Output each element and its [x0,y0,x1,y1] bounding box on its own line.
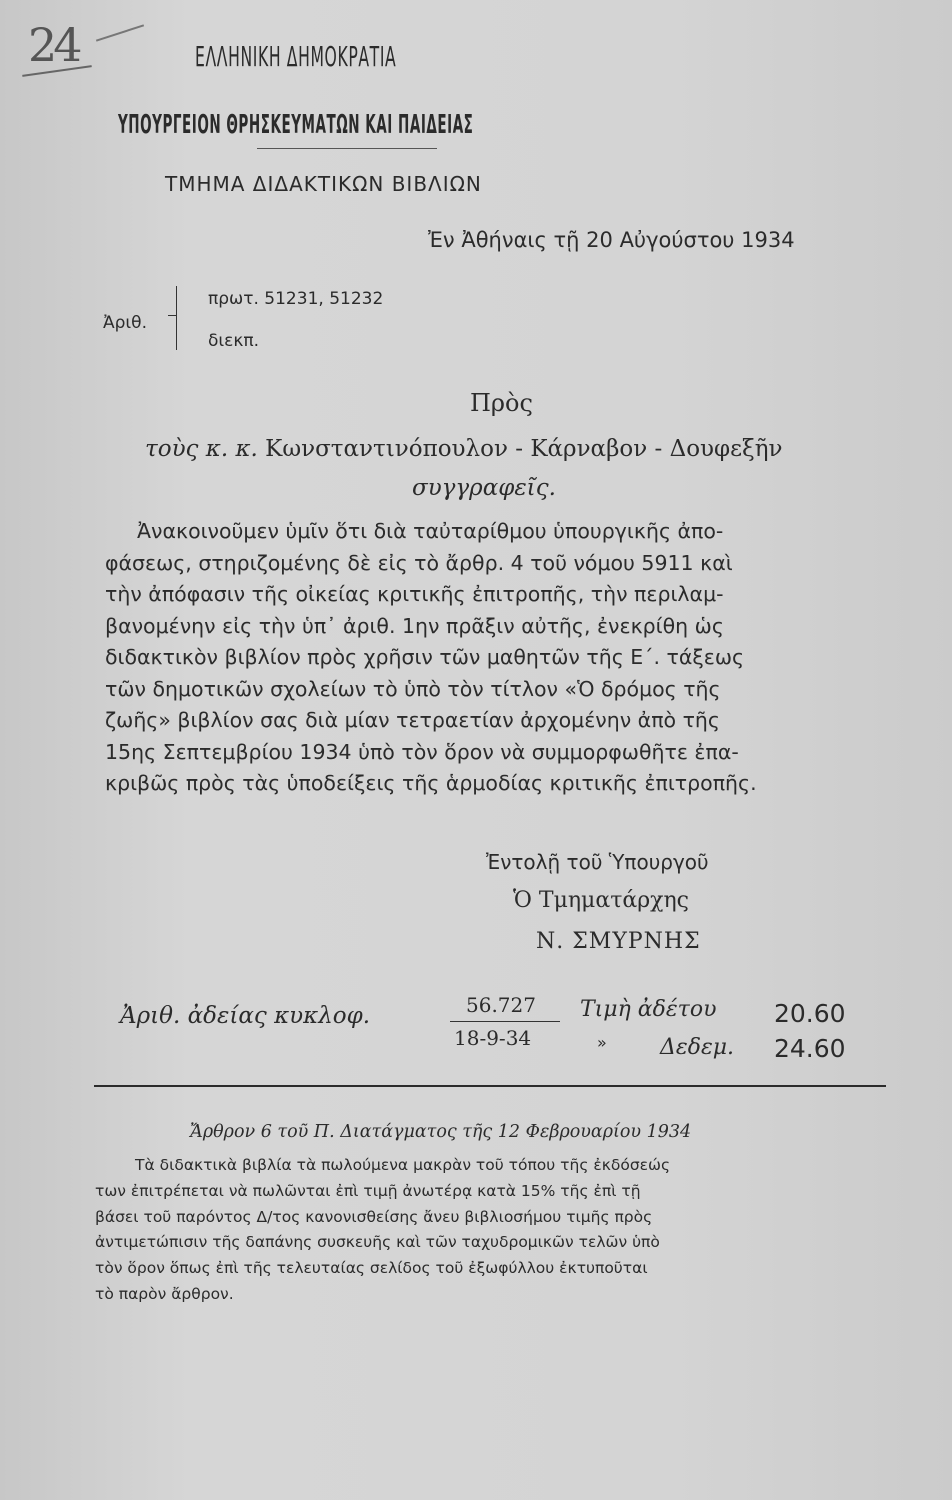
article-line: τὸ παρὸν ἄρθρον. [95,1284,234,1303]
addressee-pros: Πρὸς [470,389,533,417]
body-line: Ἀνακοινοῦμεν ὑμῖν ὅτι διὰ ταὐταρίθμου ὑπουργικῆς ἀπο- [137,519,724,543]
license-label: Ἀριθ. ἀδείας κυκλοφ. [120,1003,371,1029]
signature-authority: Ἐντολῇ τοῦ Ὑπουργοῦ [486,850,709,874]
signature-title: Ὁ Τμηματάρχης [513,888,689,913]
body-line: 15ης Σεπτεμβρίου 1934 ὑπὸ τὸν ὅρον νὰ συμμορφωθῆτε ἐπα- [105,739,739,764]
body-line: κριβῶς πρὸς τὰς ὑποδείξεις τῆς ἁρμοδίας κριτικῆς ἐπιτροπῆς. [105,771,757,795]
reference-protocol: πρωτ. 51231, 51232 [208,289,384,309]
price-bound-value: 24.60 [774,1034,846,1063]
reference-brace [176,286,191,350]
signature-name: Ν. ΣΜΥΡΝΗΣ [536,929,701,954]
body-line: βανομένην εἰς τὴν ὑπ᾽ ἀριθ. 1ην πρᾶξιν αὐτῆς, ἐνεκρίθη ὡς [105,613,724,638]
license-date: 18-9-34 [454,1026,532,1050]
reference-dispatch: διεκπ. [208,331,259,351]
article-line: τὸν ὅρον ὅπως ἐπὶ τῆς τελευταίας σελίδος τοῦ ἐξωφύλλου ἐκτυποῦται [95,1259,648,1278]
license-number: 56.727 [466,993,536,1017]
handwritten-stroke [96,24,144,41]
footer-divider [94,1085,886,1087]
header-divider [257,148,437,149]
date-line: Ἐν Ἀθήναις τῇ 20 Αὐγούστου 1934 [428,228,795,252]
ditto-mark: » [597,1033,607,1052]
price-unbound-label: Τιμὴ ἀδέτου [580,997,717,1022]
article-line: Τὰ διδακτικὰ βιβλία τὰ πωλούμενα μακρὰν τοῦ τόπου τῆς ἐκδόσεώς [135,1156,671,1174]
addressee-names: Κωνσταντινόπουλον - Κάρναβον - Δουφεξῆν [265,436,783,462]
body-line: ζωῆς» βιβλίον σας διὰ μίαν τετραετίαν ἀρχομένην ἀπὸ τῆς [105,708,720,732]
body-line: φάσεως, στηριζομένης δὲ εἰς τὸ ἄρθρ. 4 τοῦ νόμου 5911 καὶ [105,550,733,575]
header-ministry: ΥΠΟΥΡΓΕΙΟΝ ΘΡΗΣΚΕΥΜΑΤΩΝ ΚΑΙ ΠΑΙΔΕΙΑΣ [118,110,474,140]
body-line: τὴν ἀπόφασιν τῆς οἰκείας κριτικῆς ἐπιτροπῆς, τὴν περιλαμ- [105,582,724,606]
article-line: βάσει τοῦ παρόντος Δ/τος κανονισθείσης ἄνευ βιβλιοσήμου τιμῆς πρὸς [95,1207,653,1226]
reference-label: Ἀριθ. [103,313,147,333]
handwritten-page-number: 24 [28,18,79,72]
article-paragraph [95,1153,895,1308]
body-line: διδακτικὸν βιβλίον πρὸς χρῆσιν τῶν μαθητῶν τῆς Ε΄. τάξεως [105,645,745,669]
addressee-prefix: τοὺς κ. κ. [145,436,258,462]
body-paragraph [105,516,905,800]
body-line: τῶν δημοτικῶν σχολείων τὸ ὑπὸ τὸν τίτλον «Ὁ δρόμος τῆς [105,676,721,701]
article-line: ἀντιμετώπισιν τῆς δαπάνης συσκευῆς καὶ τῶν ταχυδρομικῶν τελῶν ὑπὸ [95,1233,660,1252]
header-state: ΕΛΛΗΝΙΚΗ ΔΗΜΟΚΡΑΤΙΑ [195,40,397,73]
header-department: ΤΜΗΜΑ ΔΙΔΑΚΤΙΚΩΝ ΒΙΒΛΙΩΝ [165,172,482,196]
article-line: των ἐπιτρέπεται νὰ πωλῶνται ἐπὶ τιμῇ ἀνωτέρᾳ κατὰ 15% τῆς ἐπὶ τῇ [95,1181,641,1200]
addressee-line-2: συγγραφεῖς. [412,475,556,501]
addressee-line-1 [145,436,783,462]
price-unbound-value: 20.60 [774,999,846,1028]
article-title: Ἄρθρον 6 τοῦ Π. Διατάγματος τῆς 12 Φεβρουαρίου 1934 [190,1122,692,1142]
license-fraction-rule [450,1021,560,1022]
price-bound-label: Δεδεμ. [660,1035,735,1060]
